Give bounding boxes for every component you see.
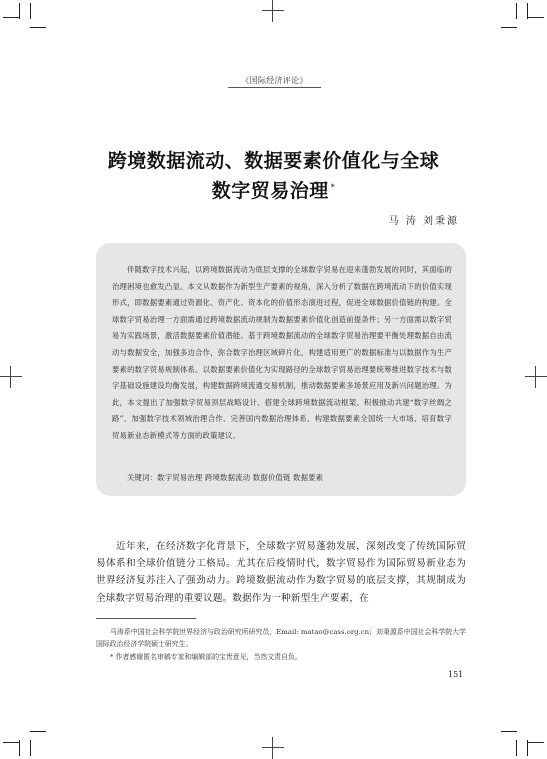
crop-mark [19, 740, 20, 756]
crop-mark [516, 3, 517, 19]
crop-mark [528, 17, 544, 18]
crop-mark [527, 3, 528, 19]
crop-mark [501, 27, 517, 28]
title-line-2-text: 数字贸易治理 [211, 180, 329, 202]
crop-mark [30, 3, 31, 19]
header-rule [228, 87, 321, 88]
footnote-rule [96, 618, 196, 619]
abstract-text: 伴随数字技术兴起，以跨境数据流动为底层支撑的全球数字贸易在迎来蓬勃发展的同时，其面临的治理困境也愈发凸显。本文从数据作为新型生产要素的视角，深入分析了数据在跨境流动下的价值实现形式，即数据要素通过资源化、资产化、资本化的价值形态演进过程，促进全球数据价值链的构建。全球数字贸易治理一方面需通过跨境数据流动规制为数据要素价值化创造前提条件；另一方面需以数字贸易为实践场景，激活数据要素价值潜能。基于跨境数据流动的全球数字贸易治理要平衡处理数据自由流动与数据安全，加强多边合作，弥合数字治理区域碎片化，构建适用更广的数据标准与以数据作为生产要素的数字贸易规制体系。以数据要素价值化为实现路径的全球数字贸易治理要统筹推进数字技术与数字基础设施建设均衡发展，构建数据跨境流通交易机制，推动数据要素多场景应用及新兴问题治理。为此，本文提出了加强数字贸易顶层战略设计、搭建全球跨境数据流动框架、积极推动共建“数字丝绸之路”、加强数字技术领域治理合作、完善国内数据治理体系、构建数据要素全国统一大市场、培育数字贸易新业态新模式等方面的政策建议。 [112, 265, 452, 440]
star-footnote: * 作者感谢匿名审稿专家和编辑部的宝贵意见，当然文责自负。 [110, 653, 302, 661]
crop-mark [516, 740, 517, 756]
crop-mark [19, 3, 20, 19]
body-paragraph: 近年来，在经济数字化背景下，全球数字贸易蓬勃发展，深刻改变了传统国际贸易体系和全球价值链分工格局。尤其在后疫情时代，数字贸易作为国际贸易新业态为世界经济复苏注入了强劲动力。跨境数据流动作为数字贸易的底层支撑，其规制成为全球数字贸易治理的重要议题。数据作为一种新型生产要素，在 [96, 541, 466, 604]
registration-mark-icon [262, 737, 284, 759]
crop-mark [528, 742, 544, 743]
journal-header: 《国际经济评论》 [241, 76, 308, 85]
crop-mark [3, 742, 19, 743]
author-footnote: 马涛系中国社会科学院世界经济与政治研究所研究员，Email: matao@cass.org.cn；刘秉源系中国社会科学院大学国际政治经济学院硕士研究生。 [96, 628, 466, 648]
crop-mark [30, 740, 31, 756]
title-footnote-marker: * [330, 182, 336, 192]
title-line-2 [0, 176, 547, 203]
keywords: 关键词：数字贸易治理 跨境数据流动 数据价值链 数据要素 [127, 473, 324, 482]
author-names: 马 涛 刘秉源 [388, 216, 459, 227]
crop-mark [501, 731, 517, 732]
page-number: 151 [448, 670, 464, 679]
crop-mark [3, 17, 19, 18]
crop-mark [30, 27, 46, 28]
registration-mark-icon [0, 366, 22, 388]
title-line-1: 跨境数据流动、数据要素价值化与全球 [107, 150, 440, 172]
registration-mark-icon [525, 366, 547, 388]
registration-mark-icon [262, 0, 284, 22]
crop-mark [527, 740, 528, 756]
crop-mark [30, 731, 46, 732]
